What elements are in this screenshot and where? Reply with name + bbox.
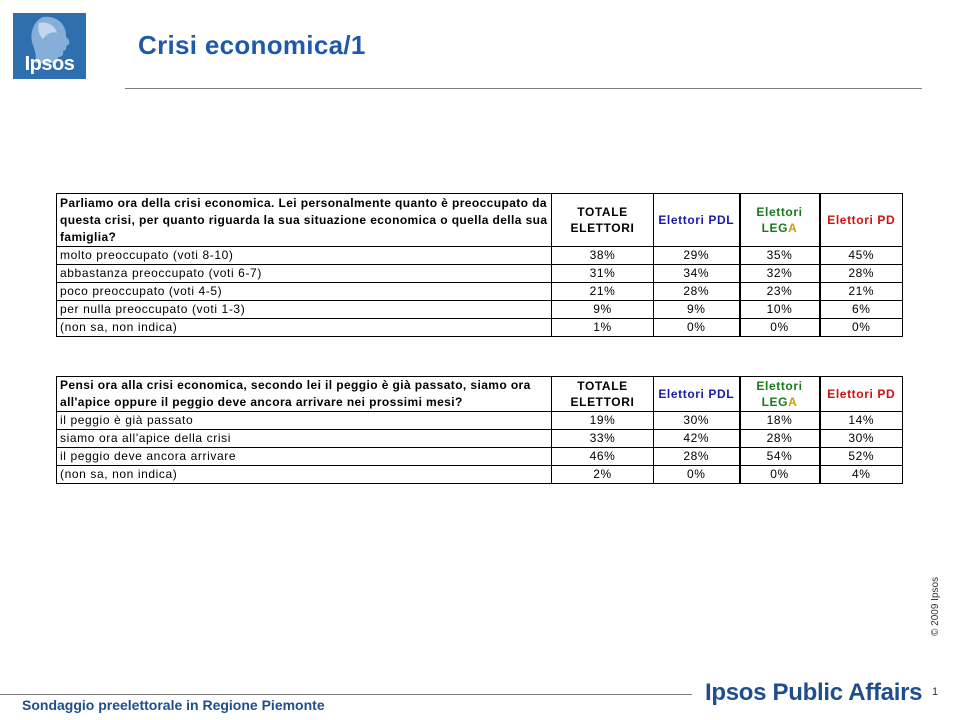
col-header-pd: Elettori PD xyxy=(820,194,903,247)
value-pdl: 9% xyxy=(654,301,740,319)
table-row xyxy=(57,265,903,283)
value-pd: 28% xyxy=(820,265,903,283)
row-label: il peggio è già passato xyxy=(57,412,552,430)
value-pd: 4% xyxy=(820,466,903,484)
value-totale: 2% xyxy=(552,466,654,484)
value-totale: 9% xyxy=(552,301,654,319)
col-header-totale: TOTALE ELETTORI xyxy=(552,194,654,247)
value-pdl: 30% xyxy=(654,412,740,430)
value-lega: 18% xyxy=(740,412,820,430)
value-pd: 21% xyxy=(820,283,903,301)
ipsos-logo xyxy=(13,13,86,79)
value-pdl: 34% xyxy=(654,265,740,283)
value-pdl: 0% xyxy=(654,466,740,484)
page-number: 1 xyxy=(932,686,939,698)
row-label: poco preoccupato (voti 4-5) xyxy=(57,283,552,301)
logo-wordmark: Ipsos xyxy=(24,53,75,75)
table-row xyxy=(57,319,903,337)
table-row xyxy=(57,247,903,265)
value-totale: 21% xyxy=(552,283,654,301)
survey-table-worry xyxy=(56,193,903,337)
col-header-lega: Elettori LEGA xyxy=(740,377,820,412)
footer-brand: Ipsos Public Affairs xyxy=(705,679,923,706)
value-pdl: 29% xyxy=(654,247,740,265)
row-label: per nulla preoccupato (voti 1-3) xyxy=(57,301,552,319)
value-lega: 0% xyxy=(740,319,820,337)
footer-survey-title: Sondaggio preelettorale in Regione Piemonte xyxy=(22,697,325,713)
row-label: (non sa, non indica) xyxy=(57,466,552,484)
col-header-pdl: Elettori PDL xyxy=(654,377,740,412)
question-text: Parliamo ora della crisi economica. Lei personalmente quanto è preoccupato da questa crisi, per quanto riguarda la sua situazione economica o quella della sua famiglia? xyxy=(57,194,552,247)
row-label: siamo ora all'apice della crisi xyxy=(57,430,552,448)
value-totale: 19% xyxy=(552,412,654,430)
copyright-notice: © 2009 Ipsos xyxy=(930,576,941,636)
value-pdl: 42% xyxy=(654,430,740,448)
value-pd: 14% xyxy=(820,412,903,430)
value-lega: 23% xyxy=(740,283,820,301)
table-row xyxy=(57,448,903,466)
table-row xyxy=(57,412,903,430)
col-header-lega: Elettori LEGA xyxy=(740,194,820,247)
row-label: (non sa, non indica) xyxy=(57,319,552,337)
col-header-totale: TOTALE ELETTORI xyxy=(552,377,654,412)
question-text: Pensi ora alla crisi economica, secondo lei il peggio è già passato, siamo ora all'apice oppure il peggio deve ancora arrivare nei prossimi mesi? xyxy=(57,377,552,412)
row-label: abbastanza preoccupato (voti 6-7) xyxy=(57,265,552,283)
col-header-pd: Elettori PD xyxy=(820,377,903,412)
survey-table-crisis-peak xyxy=(56,376,903,484)
col-header-pdl: Elettori PDL xyxy=(654,194,740,247)
value-totale: 1% xyxy=(552,319,654,337)
value-lega: 35% xyxy=(740,247,820,265)
value-totale: 46% xyxy=(552,448,654,466)
value-lega: 32% xyxy=(740,265,820,283)
page-title: Crisi economica/1 xyxy=(138,30,366,60)
value-totale: 33% xyxy=(552,430,654,448)
table-row xyxy=(57,283,903,301)
value-lega: 28% xyxy=(740,430,820,448)
value-pdl: 28% xyxy=(654,448,740,466)
table-header-row xyxy=(57,377,903,412)
value-pd: 52% xyxy=(820,448,903,466)
value-pd: 0% xyxy=(820,319,903,337)
table-header-row xyxy=(57,194,903,247)
value-lega: 10% xyxy=(740,301,820,319)
table-row xyxy=(57,430,903,448)
row-label: molto preoccupato (voti 8-10) xyxy=(57,247,552,265)
value-lega: 0% xyxy=(740,466,820,484)
value-totale: 38% xyxy=(552,247,654,265)
row-label: il peggio deve ancora arrivare xyxy=(57,448,552,466)
table-row xyxy=(57,466,903,484)
value-pdl: 28% xyxy=(654,283,740,301)
title-divider xyxy=(125,88,922,89)
value-pd: 30% xyxy=(820,430,903,448)
value-totale: 31% xyxy=(552,265,654,283)
value-pd: 45% xyxy=(820,247,903,265)
value-lega: 54% xyxy=(740,448,820,466)
footer-divider xyxy=(0,694,692,695)
table-row xyxy=(57,301,903,319)
value-pd: 6% xyxy=(820,301,903,319)
value-pdl: 0% xyxy=(654,319,740,337)
